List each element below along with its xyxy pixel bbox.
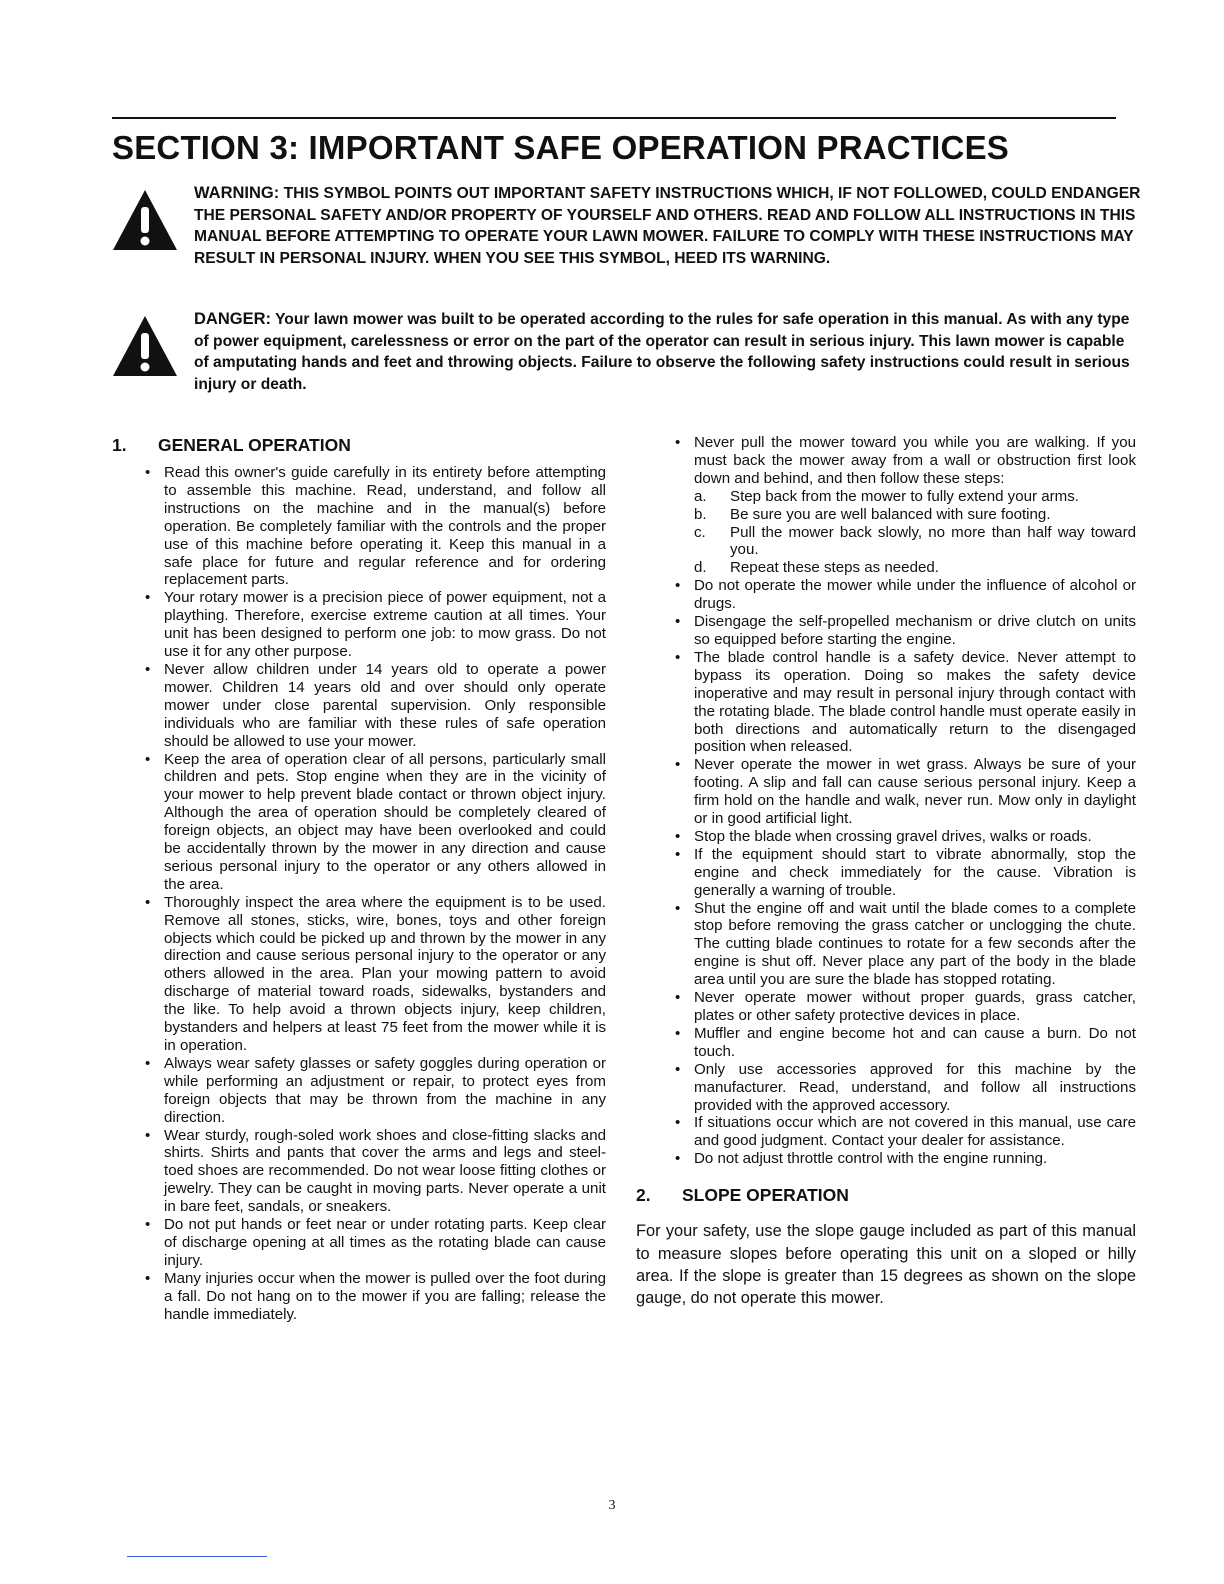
step-text: Be sure you are well balanced with sure footing. xyxy=(730,505,1051,523)
list-item: • Never allow children under 14 years old to operate a power mower. Children 14 years old and over should only operate mower under close parental supervision. Only responsible individuals who are familiar with these rules of safe operation should be allowed to use your mower. xyxy=(164,661,606,751)
list-item xyxy=(694,434,1136,577)
page-number: 3 xyxy=(608,1498,616,1513)
list-item: • Do not adjust throttle control with the engine running. xyxy=(694,1150,1136,1168)
list-item: • Never operate mower without proper guards, grass catcher, plates or other safety protective devices in place. xyxy=(694,989,1136,1025)
list-item: • Never operate the mower in wet grass. Always be sure of your footing. A slip and fall can cause serious personal injury. Keep a firm hold on the handle and walk, never run. Mow only in daylight or in good artificial light. xyxy=(694,756,1136,828)
step-text: Pull the mower back slowly, no more than half way toward you. xyxy=(730,523,1136,559)
warning-text: THIS SYMBOL POINTS OUT IMPORTANT SAFETY INSTRUCTIONS WHICH, IF NOT FOLLOWED, COULD ENDANGER THE PERSONAL SAFETY AND/OR PROPERTY OF YOURSELF AND OTHERS. READ AND FOLLOW ALL INSTRUCTIONS IN THIS MANUAL BEFORE ATTEMPTING TO OPERATE YOUR LAWN MOWER. FAILURE TO COMPLY WITH THESE INSTRUCTIONS MAY RESULT IN PERSONAL INJURY. WHEN YOU SEE THIS SYMBOL, HEED ITS WARNING. xyxy=(194,185,1141,267)
warning-notice xyxy=(112,183,1142,269)
step-item xyxy=(694,487,1136,506)
slope-operation-heading xyxy=(636,1184,1136,1206)
step-item xyxy=(694,523,1136,560)
list-item: • Thoroughly inspect the area where the equipment is to be used. Remove all stones, sticks, wire, bones, toys and other foreign objects which could be picked up and thrown by the mower in any direction and cause serious personal injury to the operator or any others allowed in the area. Plan your mowing pattern to avoid discharge of material toward roads, sidewalks, bystanders and the like. To help avoid a thrown objects injury, keep children, bystanders and helpers at least 75 feet from the mower while it is in operation. xyxy=(164,894,606,1055)
step-letter: b. xyxy=(694,505,707,523)
list-item: • Muffler and engine become hot and can cause a burn. Do not touch. xyxy=(694,1025,1136,1061)
list-item: • Only use accessories approved for this machine by the manufacturer. Read, understand, and follow all instructions provided with the approved accessory. xyxy=(694,1061,1136,1115)
list-item: • Always wear safety glasses or safety goggles during operation or while performing an adjustment or repair, to protect eyes from foreign objects that may be thrown from the machine in any direction. xyxy=(164,1055,606,1127)
right-column xyxy=(636,434,1136,1310)
list-item: • Read this owner's guide carefully in its entirety before attempting to assemble this machine. Read, understand, and follow all instructions on the machine and in the manual(s) before operation. Be completely familiar with the controls and the proper use of this machine before operating it. Keep this manual in a safe place for future and regular reference and for ordering replacement parts. xyxy=(164,464,606,589)
footer-rule xyxy=(127,1556,267,1557)
backing-steps xyxy=(694,488,1136,578)
warning-triangle-icon xyxy=(112,315,178,377)
general-operation-list-right xyxy=(636,434,1136,1168)
section-number: 2. xyxy=(636,1185,651,1206)
section-heading-title: GENERAL OPERATION xyxy=(158,435,351,455)
step-item xyxy=(694,505,1136,524)
pull-mower-text: Never pull the mower toward you while you are walking. If you must back the mower away from a wall or obstruction first look down and behind, and then follow these steps: xyxy=(694,434,1136,487)
danger-text: Your lawn mower was built to be operated according to the rules for safe operation in this manual. As with any type of power equipment, carelessness or error on the part of the operator can result in serious injury. This lawn mower is capable of amputating hands and feet and throwing objects. Failure to observe the following safety instructions could result in serious injury or death. xyxy=(194,311,1130,393)
list-item: • Shut the engine off and wait until the blade comes to a complete stop before removing the grass catcher or unclogging the chute. The cutting blade continues to rotate for a few seconds after the engine is shut off. Never place any part of the body in the blade area until you are sure the blade has stopped rotating. xyxy=(694,900,1136,990)
danger-label: DANGER: xyxy=(194,310,271,328)
list-item: • Wear sturdy, rough-soled work shoes and close-fitting slacks and shirts. Shirts and pants that cover the arms and legs and steel-toed shoes are recommended. Do not wear loose fitting clothes or jewelry. They can be caught in moving parts. Never operate a unit in bare feet, sandals, or sneakers. xyxy=(164,1127,606,1217)
step-item xyxy=(694,559,1136,577)
danger-notice xyxy=(112,309,1142,395)
section-number: 1. xyxy=(112,435,127,455)
step-text: Step back from the mower to fully extend your arms. xyxy=(730,487,1079,505)
general-operation-list-left xyxy=(112,464,606,1324)
list-item: • Your rotary mower is a precision piece of power equipment, not a plaything. Therefore, exercise extreme caution at all times. Your unit has been designed to perform one job: to mow grass. Do not use it for any other purpose. xyxy=(164,589,606,661)
slope-operation-text: For your safety, use the slope gauge included as part of this manual to measure slopes before operating this unit on a sloped or hilly area. If the slope is greater than 15 degrees as shown on the slope gauge, do not operate this mower. xyxy=(636,1222,1136,1308)
section-title: SECTION 3: IMPORTANT SAFE OPERATION PRACTICES xyxy=(112,129,1009,166)
step-text: Repeat these steps as needed. xyxy=(730,559,939,577)
step-letter: c. xyxy=(694,523,706,541)
list-item: • Do not put hands or feet near or under rotating parts. Keep clear of discharge opening at all times as the rotating blade can cause injury. xyxy=(164,1216,606,1270)
list-item: • If the equipment should start to vibrate abnormally, stop the engine and check immediately for the cause. Vibration is generally a warning of trouble. xyxy=(694,846,1136,900)
list-item: • Keep the area of operation clear of all persons, particularly small children and pets. Stop engine when they are in the vicinity of your mower to help prevent blade contact or thrown object injury. Although the area of operation should be completely cleared of foreign objects, an object may have been overlooked and could be accidentally thrown by the mower in any direction and cause serious personal injury to the operator or any others allowed in the area. xyxy=(164,751,606,894)
list-item: • The blade control handle is a safety device. Never attempt to bypass its operation. Doing so makes the safety device inoperative and may result in personal injury through contact with the rotating blade. The blade control handle must operate easily in both directions and automatically return to the disengaged position when released. xyxy=(694,649,1136,756)
list-item: • Many injuries occur when the mower is pulled over the foot during a fall. Do not hang on to the mower if you are falling; release the handle immediately. xyxy=(164,1270,606,1324)
left-column xyxy=(112,434,606,1324)
list-item: • If situations occur which are not covered in this manual, use care and good judgment. Contact your dealer for assistance. xyxy=(694,1114,1136,1150)
list-item: • Disengage the self-propelled mechanism or drive clutch on units so equipped before starting the engine. xyxy=(694,613,1136,649)
step-letter: d. xyxy=(694,559,707,577)
list-item: • Stop the blade when crossing gravel drives, walks or roads. xyxy=(694,828,1136,846)
step-letter: a. xyxy=(694,487,707,505)
list-item: • Do not operate the mower while under the influence of alcohol or drugs. xyxy=(694,577,1136,613)
general-operation-heading xyxy=(112,434,606,456)
warning-label: WARNING: xyxy=(194,184,280,202)
warning-triangle-icon xyxy=(112,189,178,251)
section-heading-title: SLOPE OPERATION xyxy=(682,1185,849,1206)
header-rule xyxy=(112,117,1116,119)
